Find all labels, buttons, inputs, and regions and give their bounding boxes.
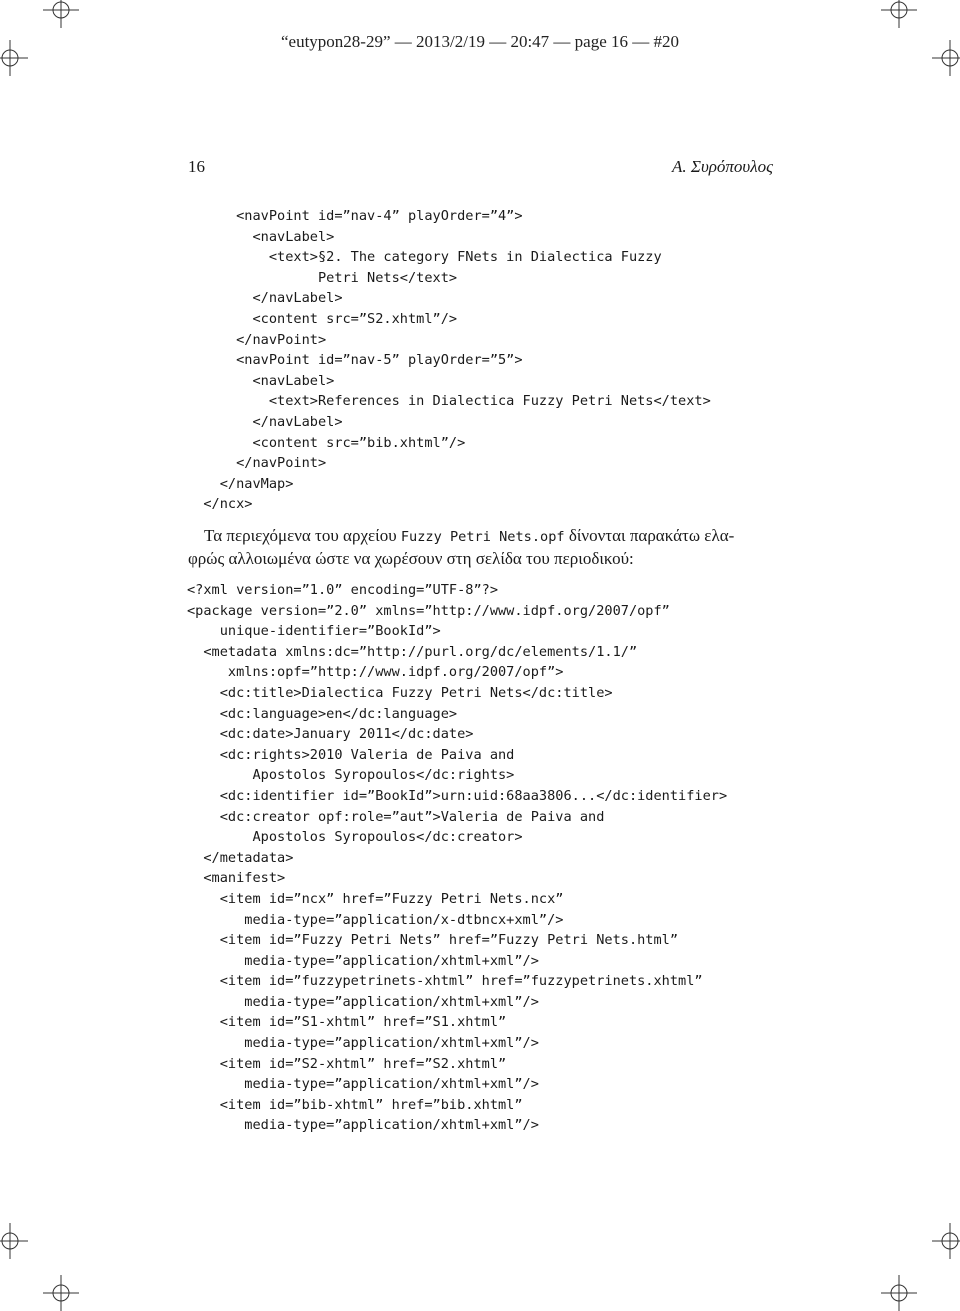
code-line: media-type=”application/xhtml+xml”/>: [187, 1117, 539, 1134]
code-line: <item id=”bib-xhtml” href=”bib.xhtml”: [187, 1096, 523, 1113]
code-line: xmlns:opf=”http://www.idpf.org/2007/opf”>: [187, 664, 564, 681]
code-line: <dc:rights>2010 Valeria de Paiva and: [187, 746, 515, 763]
paragraph-text: δίνονται παρακάτω ελα-: [564, 526, 735, 545]
code-line: <item id=”fuzzypetrinets-xhtml” href=”fuzzypetrinets.xhtml”: [187, 973, 703, 990]
code-line: </ncx>: [187, 496, 253, 513]
code-line: media-type=”application/xhtml+xml”/>: [187, 1035, 539, 1052]
code-listing-opf: [187, 580, 727, 1136]
crop-mark-bottom-right: [881, 1275, 917, 1311]
paragraph-line-1: [188, 525, 773, 548]
crop-mark-lower-left: [0, 1223, 28, 1259]
code-line: unique-identifier=”BookId”>: [187, 623, 441, 640]
crop-mark-lower-right: [932, 1223, 960, 1259]
running-head-author: Α. Συρόπουλος: [671, 157, 773, 176]
code-line: <navPoint id=”nav-4” playOrder=”4”>: [187, 208, 523, 224]
code-line: media-type=”application/xhtml+xml”/>: [187, 952, 539, 969]
code-line: Petri Nets</text>: [187, 269, 458, 286]
code-line: <dc:date>January 2011</dc:date>: [187, 726, 474, 743]
crop-mark-top-right: [881, 0, 917, 28]
code-line: <item id=”Fuzzy Petri Nets” href=”Fuzzy Petri Nets.html”: [187, 932, 679, 949]
paragraph-text: Τα περιεχόμενα του αρχείου: [204, 526, 401, 545]
code-line: <navLabel>: [187, 228, 335, 245]
code-line: Apostolos Syropoulos</dc:creator>: [187, 829, 523, 846]
code-line: <item id=”S2-xhtml” href=”S2.xhtml”: [187, 1055, 507, 1072]
code-line: <item id=”S1-xhtml” href=”S1.xhtml”: [187, 1014, 507, 1031]
code-line: <dc:creator opf:role=”aut”>Valeria de Paiva and: [187, 808, 605, 825]
code-line: <dc:language>en</dc:language>: [187, 705, 458, 722]
code-line: media-type=”application/xhtml+xml”/>: [187, 1076, 539, 1093]
code-line: <item id=”ncx” href=”Fuzzy Petri Nets.ncx”: [187, 890, 564, 907]
code-line: media-type=”application/x-dtbncx+xml”/>: [187, 911, 564, 928]
running-head: [188, 157, 773, 181]
print-slug: “eutypon28-29” — 2013/2/19 — 20:47 — page 16 — #20: [280, 32, 680, 51]
crop-mark-bottom-left: [43, 1275, 79, 1311]
code-line: </metadata>: [187, 849, 294, 866]
code-line: </navPoint>: [187, 331, 327, 348]
code-line: </navLabel>: [187, 290, 343, 307]
code-line: <navLabel>: [187, 372, 335, 389]
paragraph-line-2: φρώς αλλοιωμένα ώστε να χωρέσουν στη σελίδα του περιοδικού:: [188, 549, 634, 568]
code-line: <dc:identifier id=”BookId”>urn:uid:68aa3806...</dc:identifier>: [187, 787, 728, 804]
crop-mark-top-left: [43, 0, 79, 28]
code-line: <package version=”2.0” xmlns=”http://www.idpf.org/2007/opf”: [187, 602, 670, 619]
code-line: <?xml version=”1.0” encoding=”UTF-8”?>: [187, 582, 498, 598]
code-line: <text>§2. The category FNets in Dialectica Fuzzy: [187, 249, 662, 266]
page-number: 16: [188, 157, 205, 176]
code-line: <content src=”S2.xhtml”/>: [187, 310, 458, 327]
code-line: <dc:title>Dialectica Fuzzy Petri Nets</dc:title>: [187, 684, 613, 701]
code-line: Apostolos Syropoulos</dc:rights>: [187, 767, 515, 784]
inline-code-filename: Fuzzy Petri Nets.opf: [400, 529, 565, 545]
code-line: </navMap>: [187, 475, 294, 492]
code-listing-ncx: [187, 206, 711, 515]
code-line: <navPoint id=”nav-5” playOrder=”5”>: [187, 352, 523, 369]
code-line: media-type=”application/xhtml+xml”/>: [187, 993, 539, 1010]
code-line: </navLabel>: [187, 413, 343, 430]
code-line: <manifest>: [187, 870, 286, 887]
code-line: <text>References in Dialectica Fuzzy Petri Nets</text>: [187, 393, 711, 410]
code-line: <metadata xmlns:dc=”http://purl.org/dc/elements/1.1/”: [187, 643, 638, 660]
code-line: </navPoint>: [187, 455, 327, 472]
body-paragraph: [188, 525, 773, 570]
code-line: <content src=”bib.xhtml”/>: [187, 434, 466, 451]
